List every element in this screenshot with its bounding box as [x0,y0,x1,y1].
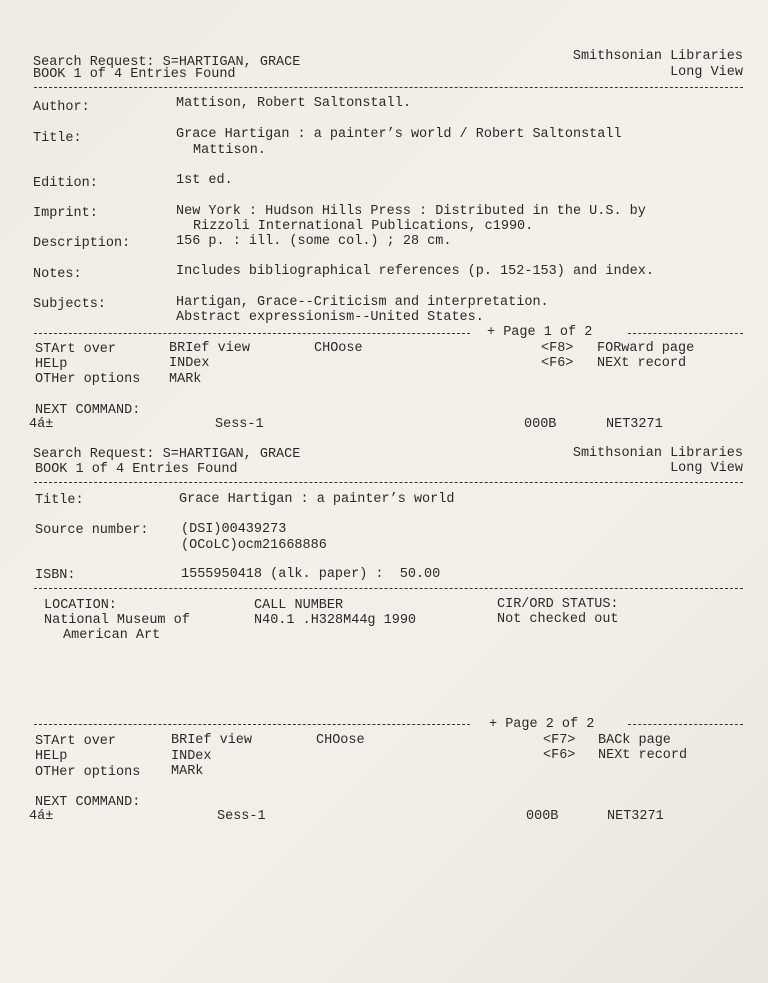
search-request: Search Request: S=HARTIGAN, GRACE [33,55,301,70]
other-options-command[interactable]: OTHer options [35,765,141,780]
edition-value: 1st ed. [176,173,233,188]
view-mode: Long View [670,65,743,80]
f8-key: <F8> [541,341,574,356]
imprint-value-cont: Rizzoli International Publications, c1990. [193,219,534,234]
source-number-label: Source number: [35,523,149,538]
search-request: Search Request: S=HARTIGAN, GRACE [33,447,301,462]
help-command[interactable]: HELp [35,749,68,764]
library-name: Smithsonian Libraries [572,49,743,64]
f6-key: <F6> [541,356,574,371]
page-indicator: + Page 1 of 2 [487,325,593,340]
source-number-value: (DSI)00439273 [181,522,287,537]
isbn-value: 1555950418 (alk. paper) : 50.00 [181,567,441,582]
other-options-command[interactable]: OTHer options [35,372,141,387]
description-value: 156 p. : ill. (some col.) ; 28 cm. [176,234,452,249]
divider [34,482,743,483]
network-id: NET3271 [606,417,663,432]
brief-view-command[interactable]: BRIef view [169,341,251,356]
location-value: National Museum of [44,613,190,628]
divider [34,588,743,589]
cursor-indicator: 4á± [29,809,54,824]
start-over-command[interactable]: STArt over [35,734,117,749]
title-label: Title: [33,131,82,146]
isbn-label: ISBN: [35,568,76,583]
imprint-label: Imprint: [33,206,98,221]
session-label: Sess-1 [215,417,264,432]
call-number-header: CALL NUMBER [254,598,344,613]
status-value: Not checked out [497,612,619,627]
index-command[interactable]: INDex [171,749,212,764]
mark-command[interactable]: MARk [171,764,204,779]
f7-key: <F7> [543,733,576,748]
imprint-value: New York : Hudson Hills Press : Distributed in the U.S. by [176,204,646,219]
index-command[interactable]: INDex [169,356,210,371]
status-code: 000B [526,809,559,824]
cursor-indicator: 4á± [29,417,54,432]
title-value: Grace Hartigan : a painter’s world / Robert Saltonstall [176,127,622,142]
view-mode: Long View [670,461,743,476]
edition-label: Edition: [33,176,98,191]
library-name: Smithsonian Libraries [572,446,743,461]
title-value: Grace Hartigan : a painter’s world [179,492,455,507]
subject-item[interactable]: Abstract expressionism--United States. [176,310,484,325]
location-header: LOCATION: [44,598,117,613]
location-value-cont: American Art [63,628,161,643]
status-code: 000B [524,417,557,432]
session-label: Sess-1 [217,809,266,824]
status-header: CIR/ORD STATUS: [497,597,619,612]
source-number-value-2: (OCoLC)ocm21668886 [181,538,327,553]
divider [628,333,743,334]
start-over-command[interactable]: STArt over [35,342,117,357]
divider [34,333,470,334]
next-record-command[interactable]: NEXt record [597,356,687,371]
forward-page-command[interactable]: FORward page [597,341,695,356]
back-page-command[interactable]: BACk page [598,733,671,748]
next-record-command[interactable]: NEXt record [598,748,688,763]
command-prompt[interactable]: NEXT COMMAND: [35,403,141,418]
brief-view-command[interactable]: BRIef view [171,733,253,748]
choose-command[interactable]: CHOose [314,341,363,356]
divider [628,724,743,725]
entries-found: BOOK 1 of 4 Entries Found [33,67,236,82]
divider [34,724,470,725]
subjects-label: Subjects: [33,297,106,312]
subject-item[interactable]: Hartigan, Grace--Criticism and interpretation. [176,295,549,310]
choose-command[interactable]: CHOose [316,733,365,748]
f6-key: <F6> [543,748,576,763]
author-label: Author: [33,100,90,115]
divider [34,87,743,88]
page-indicator: + Page 2 of 2 [489,717,595,732]
call-number-value: N40.1 .H328M44g 1990 [254,613,417,628]
command-prompt[interactable]: NEXT COMMAND: [35,795,141,810]
help-command[interactable]: HELp [35,357,68,372]
mark-command[interactable]: MARk [169,372,202,387]
entries-found: BOOK 1 of 4 Entries Found [35,462,238,477]
title-value-cont: Mattison. [193,143,266,158]
title-label: Title: [35,493,84,508]
notes-value: Includes bibliographical references (p. 152-153) and index. [176,264,654,279]
network-id: NET3271 [607,809,664,824]
description-label: Description: [33,236,131,251]
notes-label: Notes: [33,267,82,282]
author-value: Mattison, Robert Saltonstall. [176,96,411,111]
